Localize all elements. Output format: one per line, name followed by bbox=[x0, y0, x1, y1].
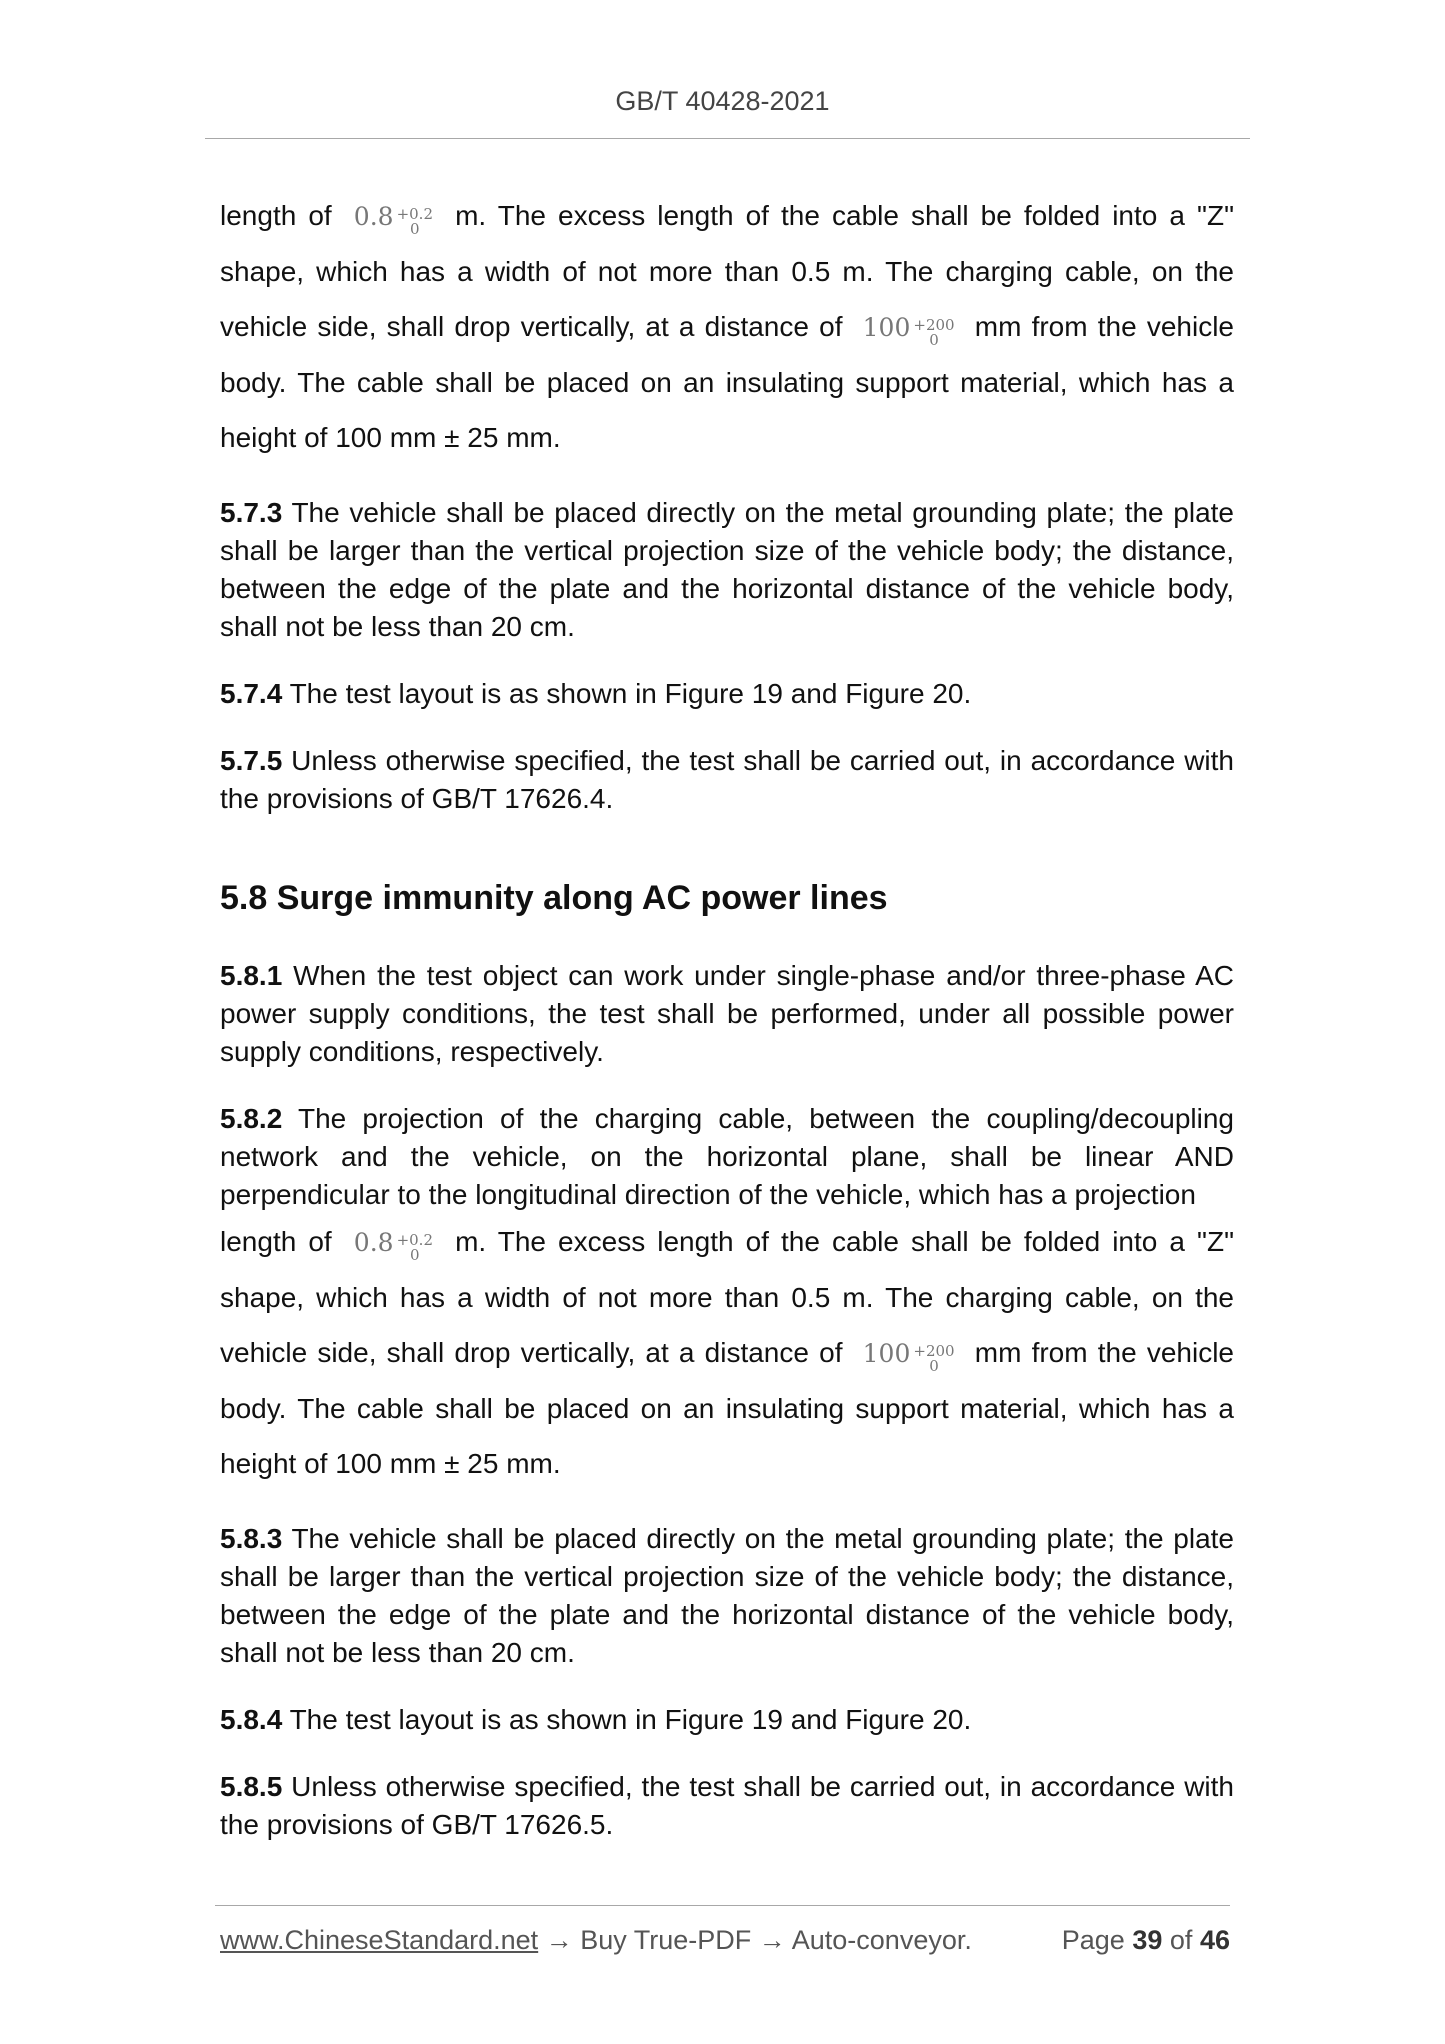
footer-divider bbox=[215, 1905, 1230, 1906]
footer-trail-text: → Buy True-PDF → Auto-conveyor. bbox=[545, 1925, 972, 1955]
page-body bbox=[220, 188, 1234, 1873]
length-tolerance: 0.8 +0.2 0 bbox=[353, 202, 433, 238]
clause-5-8-2-continuation bbox=[220, 1214, 1234, 1491]
website-link[interactable]: www.ChineseStandard.net bbox=[220, 1925, 539, 1955]
clause-number: 5.7.3 bbox=[220, 497, 283, 528]
text-fragment: m. The excess length of the cable shall be folded into a "Z" shape, which has a width of not more than 0.5 m. The charging cable, on the vehicle side, shall drop vertically, at a distance of bbox=[220, 200, 1235, 342]
clause-text: The vehicle shall be placed directly on the metal grounding plate; the plate shall be larger than the vertical projection size of the vehicle body; the distance, between the edge of the plate and the horizontal distance of the vehicle body, shall not be less than 20 cm. bbox=[220, 497, 1234, 642]
clause-5-8-3 bbox=[220, 1520, 1234, 1672]
text-fragment: length of bbox=[220, 1226, 332, 1257]
clause-text: When the test object can work under single-phase and/or three-phase AC power supply conditions, the test shall be performed, under all possible power supply conditions, respectively. bbox=[220, 960, 1234, 1067]
clause-number: 5.8.4 bbox=[220, 1704, 283, 1735]
clause-number: 5.7.5 bbox=[220, 745, 283, 776]
clause-number: 5.7.4 bbox=[220, 678, 283, 709]
distance-tolerance: 100 +200 0 bbox=[862, 313, 955, 349]
distance-tolerance: 100 +200 0 bbox=[862, 1339, 955, 1375]
clause-number: 5.8.3 bbox=[220, 1523, 283, 1554]
clause-text: The test layout is as shown in Figure 19 and Figure 20. bbox=[289, 1704, 972, 1735]
page-number: 39 bbox=[1132, 1925, 1163, 1955]
clause-number: 5.8.5 bbox=[220, 1771, 283, 1802]
clause-5-8-4 bbox=[220, 1701, 1234, 1739]
page-label: Page bbox=[1061, 1925, 1125, 1955]
text-fragment: mm from the vehicle body. The cable shall be placed on an insulating support material, which has a height of 100 mm ± 25 mm. bbox=[220, 1337, 1234, 1479]
page-total: 46 bbox=[1199, 1925, 1230, 1955]
clause-5-7-5 bbox=[220, 742, 1234, 818]
page-footer bbox=[220, 1925, 1230, 1956]
section-heading-5-8: 5.8 Surge immunity along AC power lines bbox=[220, 879, 888, 917]
header-divider bbox=[205, 138, 1250, 139]
clause-5-8-2 bbox=[220, 1100, 1234, 1214]
clause-number: 5.8.2 bbox=[220, 1103, 283, 1134]
text-fragment: mm from the vehicle body. The cable shall be placed on an insulating support material, which has a height of 100 mm ± 25 mm. bbox=[220, 311, 1234, 453]
clause-number: 5.8.1 bbox=[220, 960, 283, 991]
page-indicator bbox=[1062, 1925, 1230, 1956]
clause-text: The projection of the charging cable, between the coupling/decoupling network and the vehicle, on the horizontal plane, shall be linear AND perpendicular to the longitudinal direction of the vehicle, which has a projection bbox=[220, 1103, 1234, 1210]
length-tolerance: 0.8 +0.2 0 bbox=[353, 1228, 433, 1264]
paragraph-5-7-2-continuation bbox=[220, 188, 1234, 465]
of-label: of bbox=[1169, 1925, 1193, 1955]
text-fragment: m. The excess length of the cable shall be folded into a "Z" shape, which has a width of not more than 0.5 m. The charging cable, on the vehicle side, shall drop vertically, at a distance of bbox=[220, 1226, 1235, 1368]
running-header: GB/T 40428-2021 bbox=[615, 86, 830, 116]
clause-5-7-3 bbox=[220, 494, 1234, 646]
clause-text: The vehicle shall be placed directly on the metal grounding plate; the plate shall be larger than the vertical projection size of the vehicle body; the distance, between the edge of the plate and the horizontal distance of the vehicle body, shall not be less than 20 cm. bbox=[220, 1523, 1234, 1668]
clause-5-8-1 bbox=[220, 957, 1234, 1071]
text-fragment: length of bbox=[220, 200, 332, 231]
clause-5-7-4 bbox=[220, 675, 1234, 713]
clause-text: The test layout is as shown in Figure 19 and Figure 20. bbox=[289, 678, 972, 709]
clause-text: Unless otherwise specified, the test shall be carried out, in accordance with the provisions of GB/T 17626.5. bbox=[220, 1771, 1235, 1840]
clause-5-8-5 bbox=[220, 1768, 1234, 1844]
clause-text: Unless otherwise specified, the test shall be carried out, in accordance with the provisions of GB/T 17626.4. bbox=[220, 745, 1235, 814]
